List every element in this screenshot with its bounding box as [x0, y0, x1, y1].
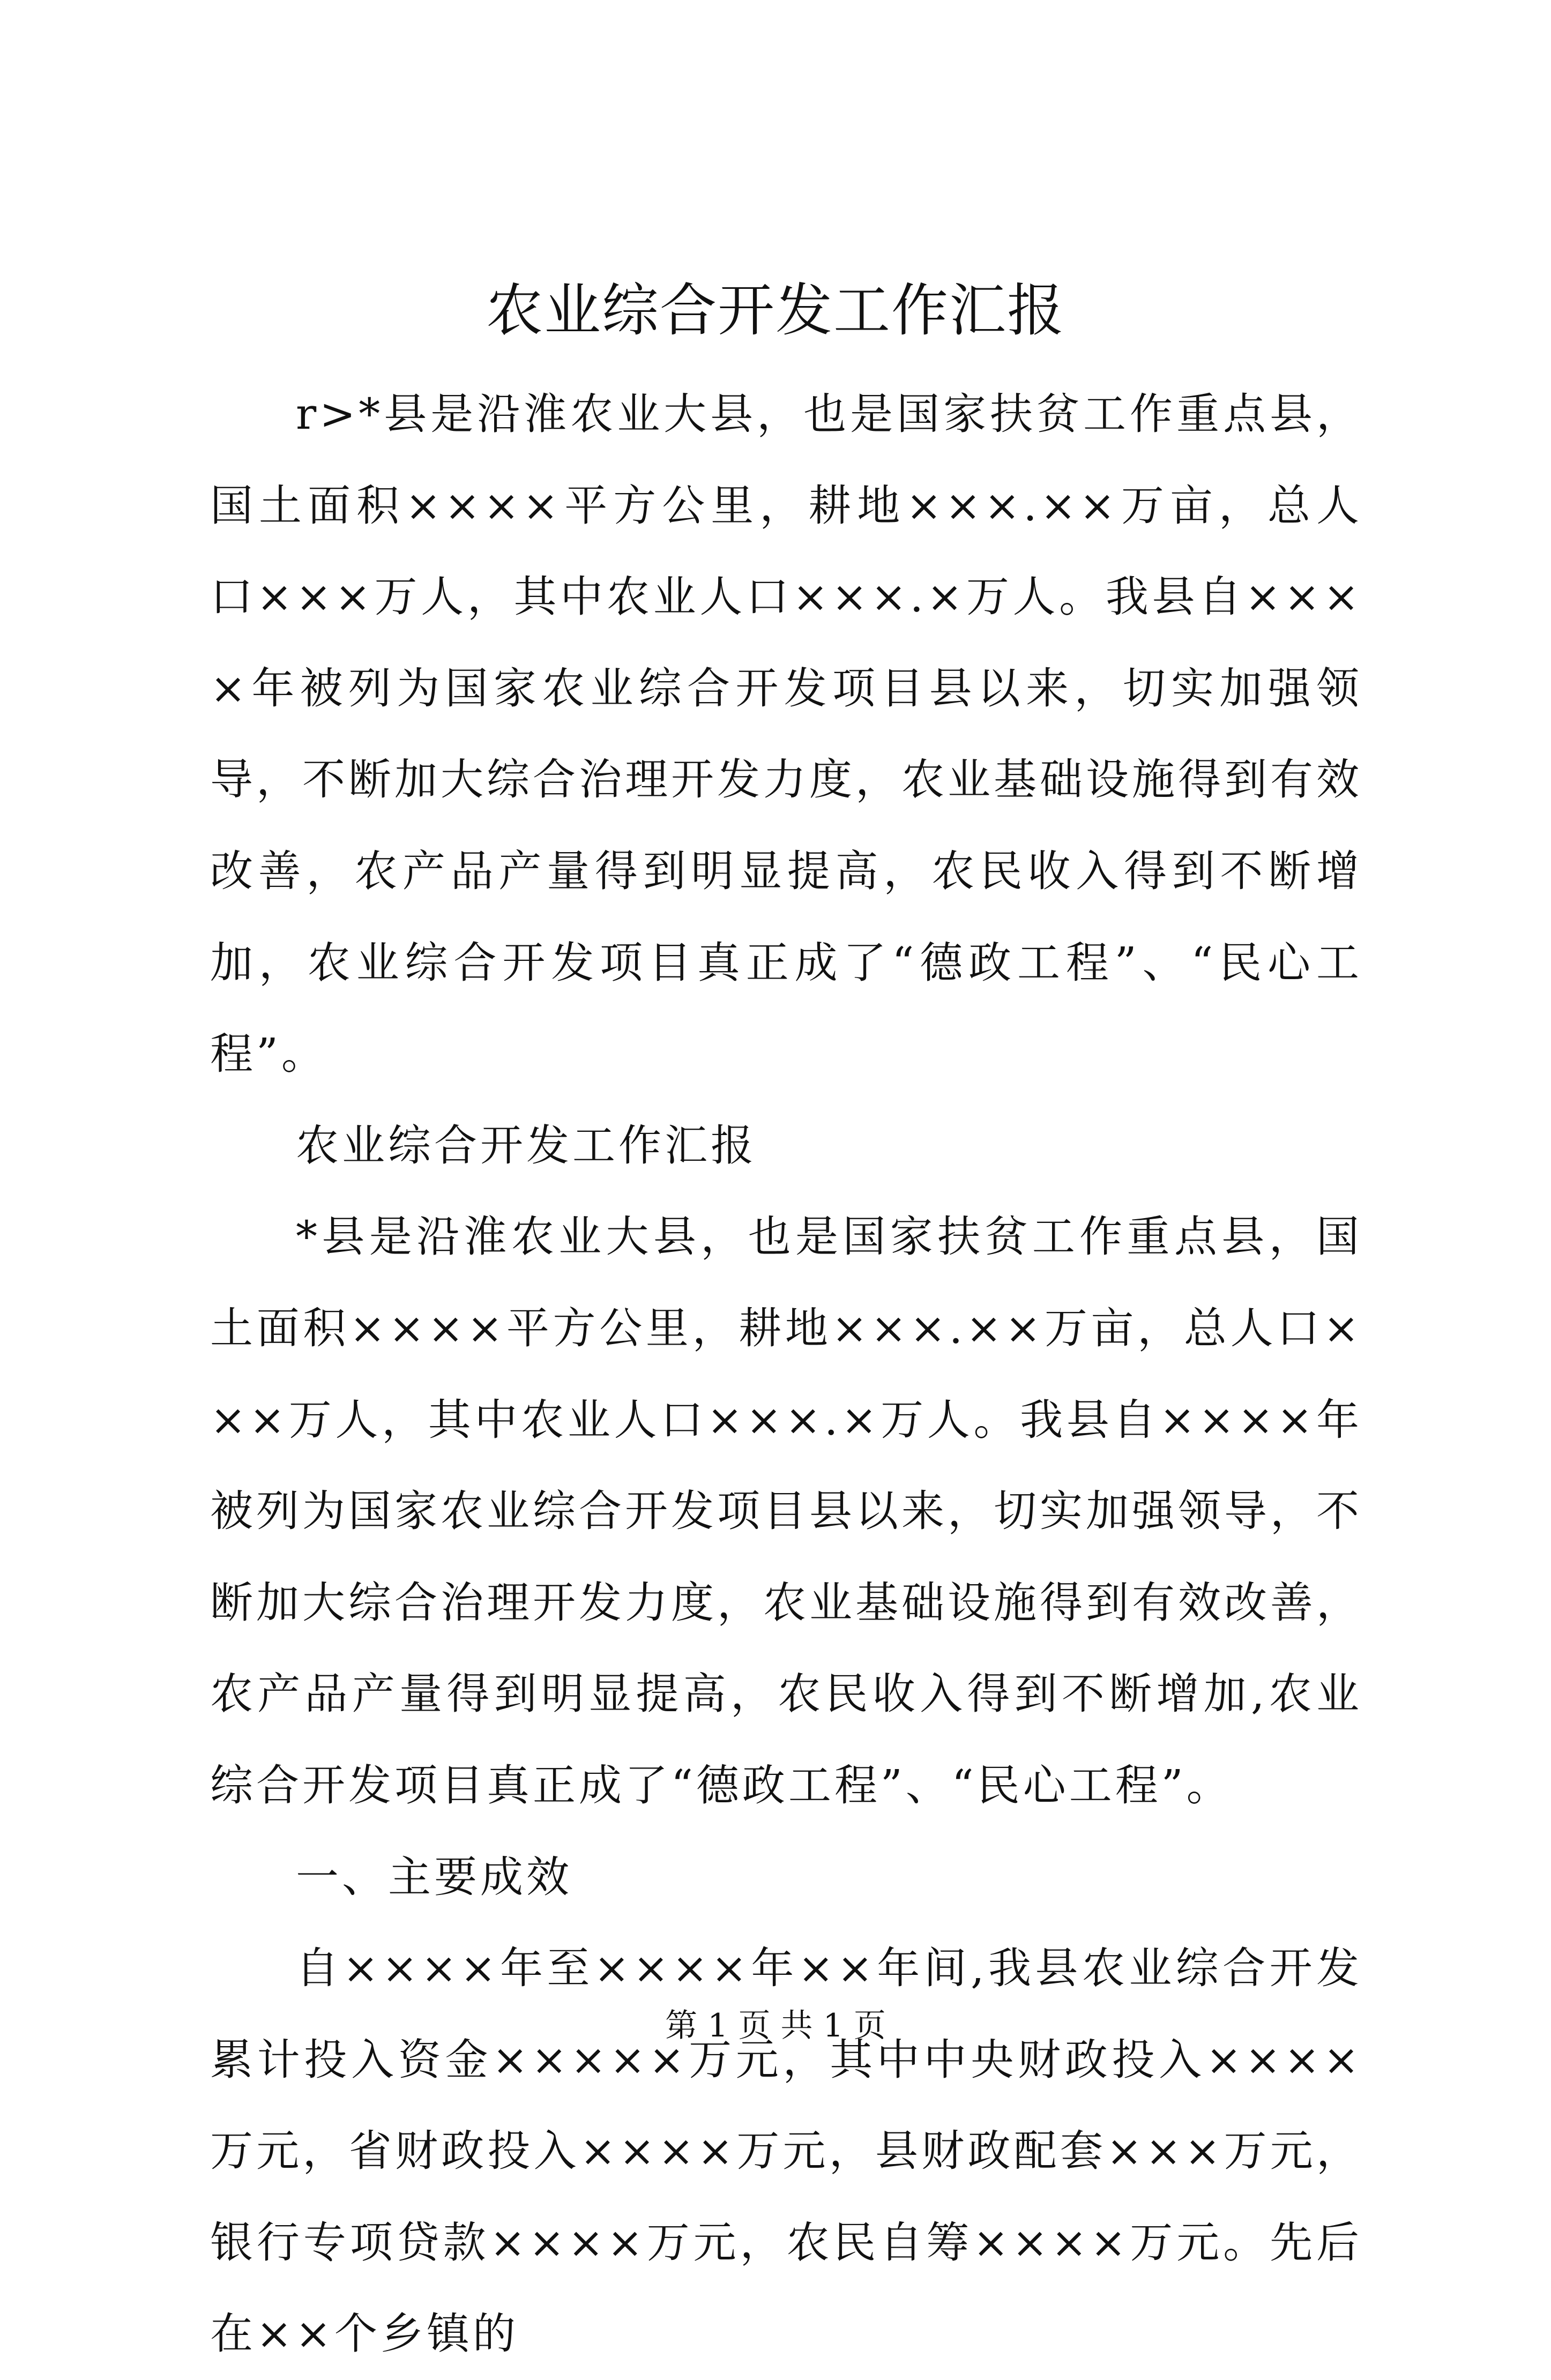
document-body	[210, 369, 1362, 2380]
section-heading-main-results: 一、主要成效	[296, 1852, 572, 1902]
paragraph-overview: *县是沿淮农业大县，也是国家扶贫工作重点县，国土面积××××平方公里，耕地×××.××万亩，总人口×××万人，其中农业人口×××.×万人。我县自××××年被列为国家农业综合开发项目县以来，切实加强领导，不断加大综合治理开发力度，农业基础设施得到有效改善，农产品产量得到明显提高，农民收入得到不断增加,农业综合开发项目真正成了“德政工程”、“民心工程”。	[210, 1212, 1362, 1810]
paragraph-intro: r>*县是沿淮农业大县，也是国家扶贫工作重点县，国土面积××××平方公里，耕地×××.××万亩，总人口×××万人，其中农业人口×××.×万人。我县自××××年被列为国家农业综合开发项目县以来，切实加强领导，不断加大综合治理开发力度，农业基础设施得到有效改善，农产品产量得到明显提高，农民收入得到不断增加，农业综合开发项目真正成了“德政工程”、“民心工程”。	[210, 389, 1362, 1079]
paragraph-subtitle: 农业综合开发工作汇报	[296, 1120, 757, 1170]
paragraph-investment: 自××××年至××××年××年间,我县农业综合开发累计投入资金×××××万元，其中中央财政投入××××万元，省财政投入××××万元，县财政配套×××万元，银行专项贷款××××万元，农民自筹××××万元。先后在××个乡镇的	[210, 1943, 1362, 2359]
document-title: 农业综合开发工作汇报	[486, 278, 1065, 344]
page-footer: 第 1 页 共 1 页	[665, 2007, 886, 2045]
